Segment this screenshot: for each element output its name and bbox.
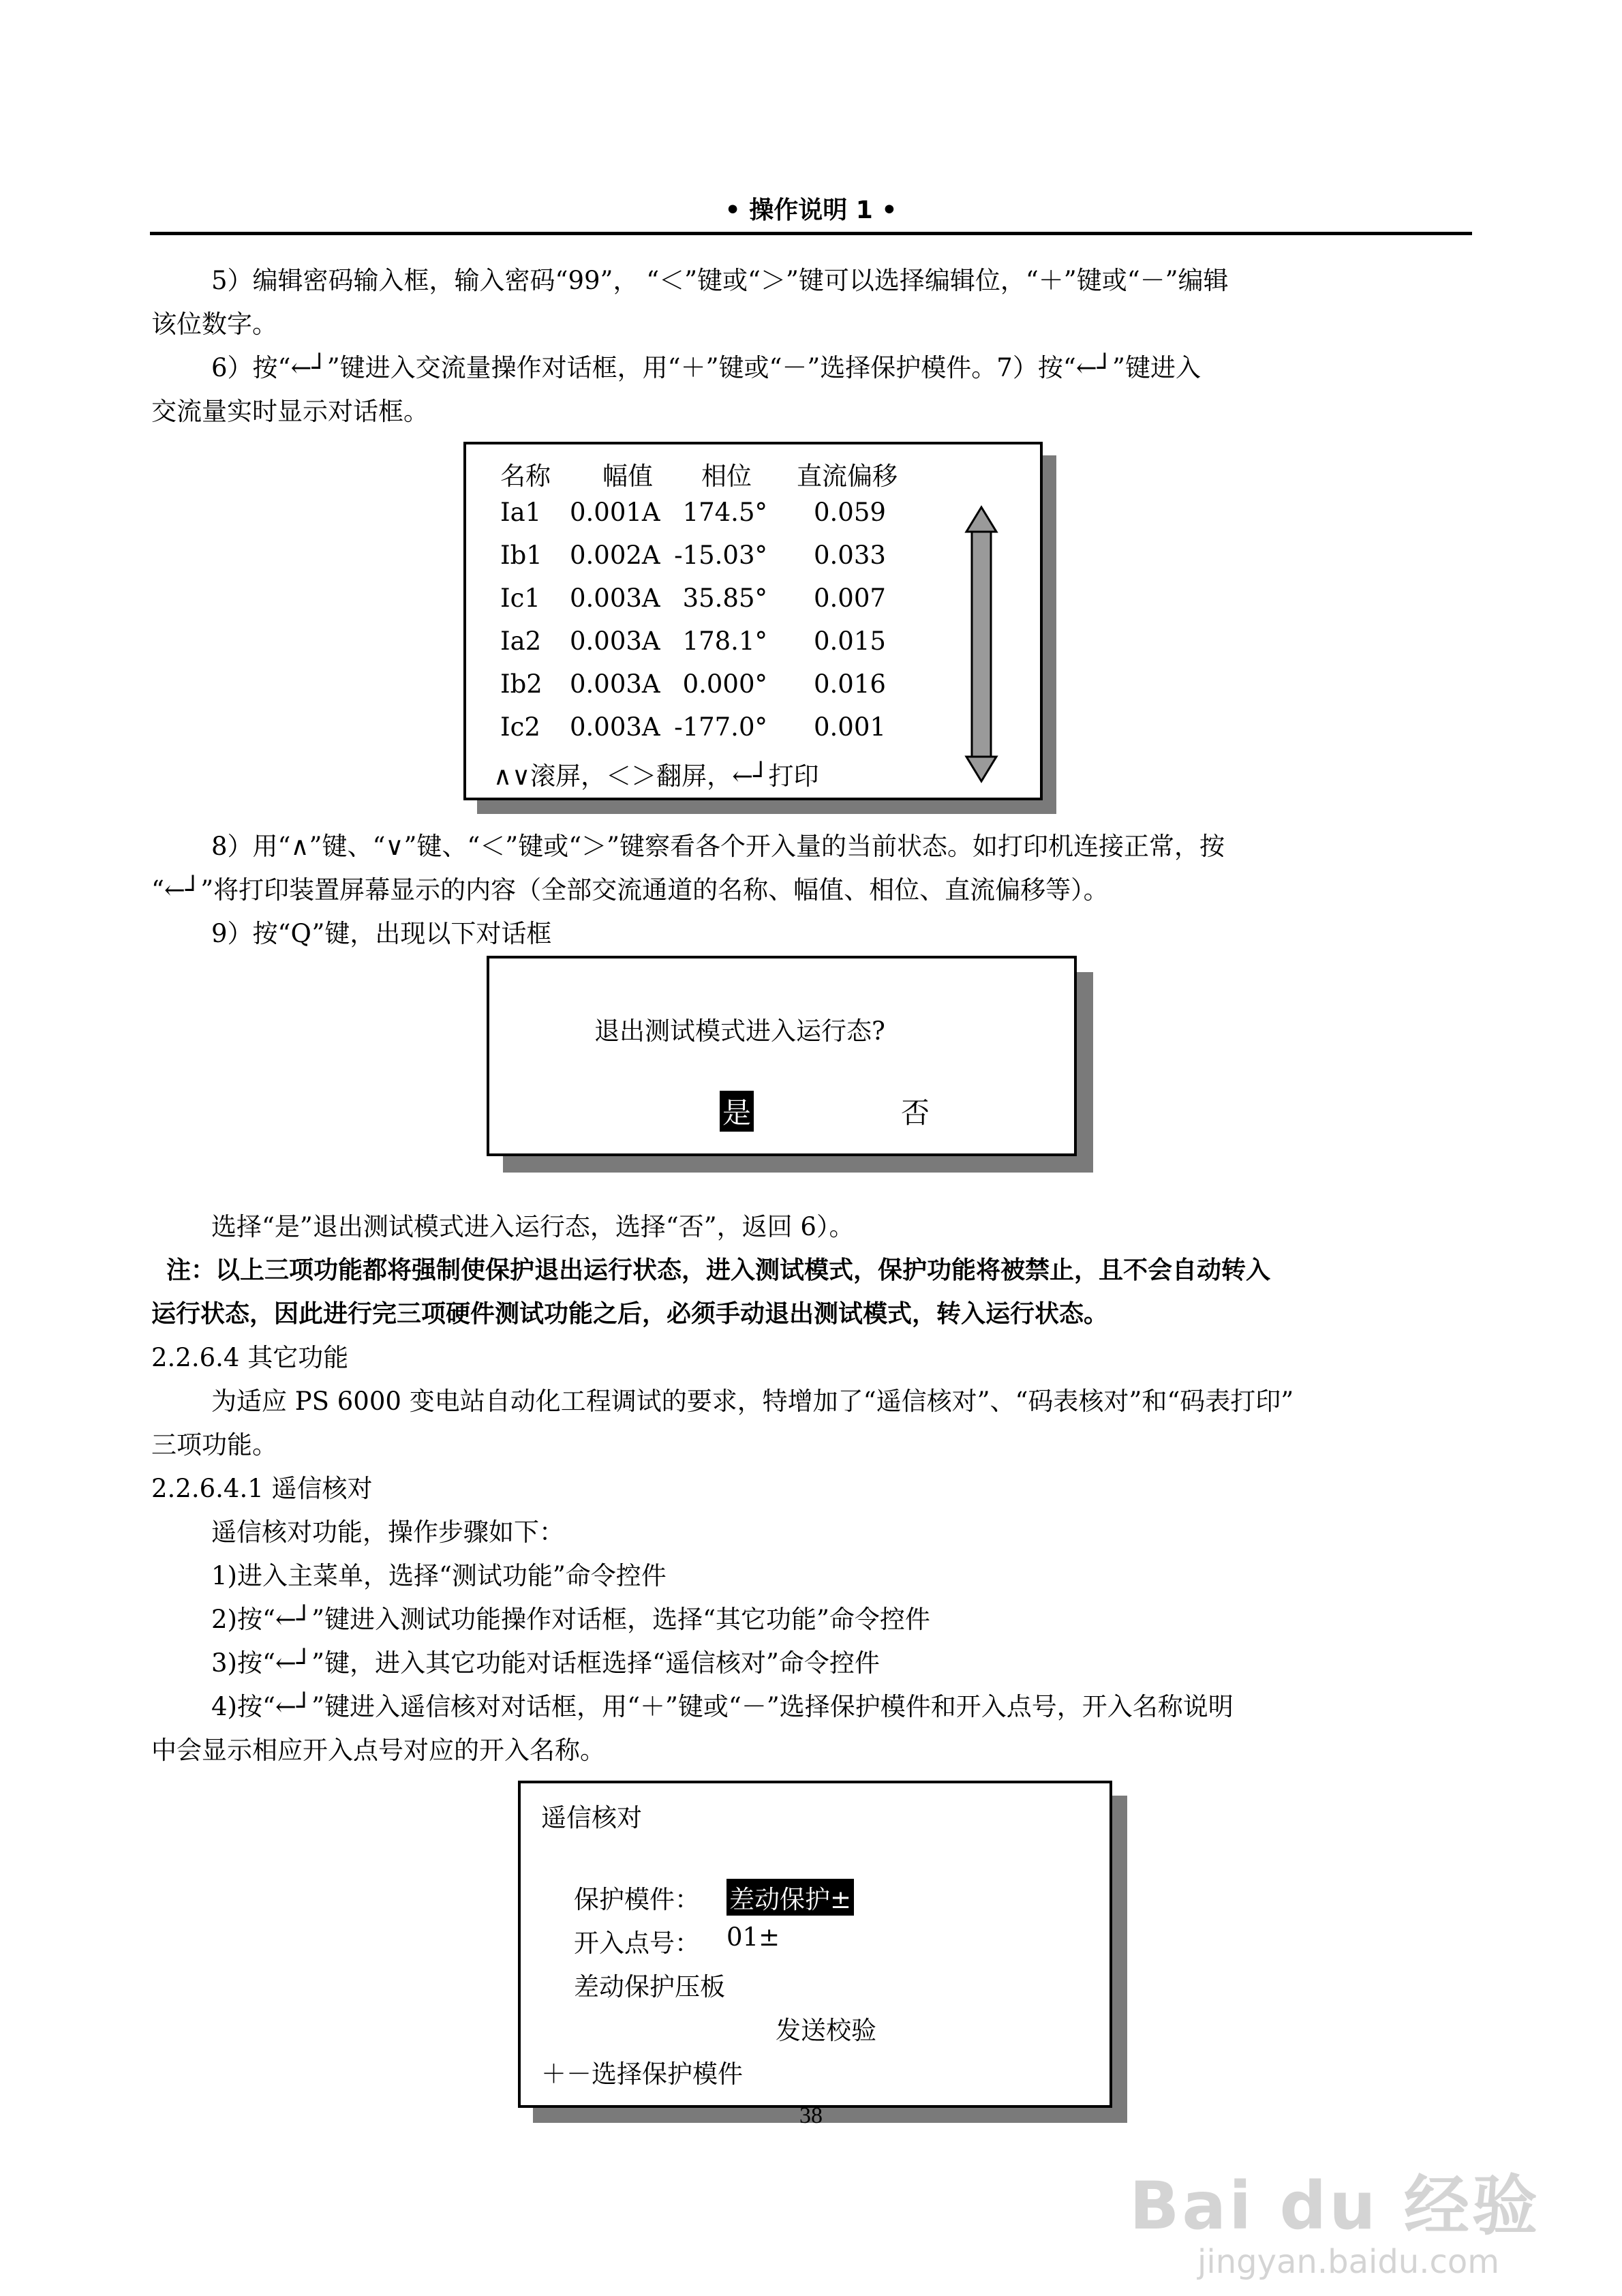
point-label: 开入点号： xyxy=(574,1929,700,1958)
ac-dialog-footer-hint: ∧∨滚屏，＜＞翻屏，←┘打印 xyxy=(493,761,819,791)
para-intro-line1: 为适应 PS 6000 变电站自动化工程调试的要求，特增加了“遥信核对”、“码表核对”和“码表打印” xyxy=(211,1387,1294,1416)
point-selector[interactable]: 01± xyxy=(726,1922,780,1952)
send-verify-button[interactable]: 发送校验 xyxy=(776,2016,876,2045)
row-name: Ia1 xyxy=(500,498,542,527)
row-dc-offset: 0.059 xyxy=(814,498,886,527)
row-phase: 178.1° xyxy=(682,626,767,656)
yx-dialog-title: 遥信核对 xyxy=(541,1803,642,1832)
row-dc-offset: 0.033 xyxy=(814,541,886,570)
row-amplitude: 0.003A xyxy=(570,584,660,613)
row-amplitude: 0.002A xyxy=(570,541,660,570)
col-header-phase: 相位 xyxy=(701,462,752,491)
row-dc-offset: 0.015 xyxy=(814,626,886,656)
row-amplitude: 0.003A xyxy=(570,712,660,742)
scrollbar[interactable] xyxy=(964,504,999,784)
row-dc-offset: 0.001 xyxy=(814,712,886,742)
note-line1: 注：以上三项功能都将强制使保护退出运行状态，进入测试模式，保护功能将被禁止，且不会自动转入 xyxy=(166,1256,1271,1284)
row-dc-offset: 0.007 xyxy=(814,584,886,613)
yes-button[interactable]: 是 xyxy=(720,1091,754,1132)
section-heading-2264: 2.2.6.4 其它功能 xyxy=(151,1343,349,1372)
page-number: 38 xyxy=(799,2103,823,2128)
row-amplitude: 0.001A xyxy=(570,498,660,527)
row-name: Ic1 xyxy=(500,584,540,613)
header-rule xyxy=(150,232,1472,235)
para-select-result: 选择“是”退出测试模式进入运行态，选择“否”，返回 6）。 xyxy=(211,1212,855,1241)
step-3: 3)按“←┘”键，进入其它功能对话框选择“遥信核对”命令控件 xyxy=(211,1648,880,1678)
remote-signal-check-dialog xyxy=(518,1781,1112,2108)
row-phase: 0.000° xyxy=(682,669,767,699)
para-step6-line1: 6）按“←┘”键进入交流量操作对话框，用“＋”键或“－”选择保护模件。7）按“←┘”键进入 xyxy=(211,353,1201,382)
step-1: 1)进入主菜单，选择“测试功能”命令控件 xyxy=(211,1561,667,1590)
para-step5-line1: 5）编辑密码输入框，输入密码“99”， “＜”键或“＞”键可以选择编辑位，“＋”键或“－”编辑 xyxy=(211,266,1229,295)
para-step8-line1: 8）用“∧”键、“∨”键、“＜”键或“＞”键察看各个开入量的当前状态。如打印机连接正常，按 xyxy=(211,832,1225,861)
no-button[interactable]: 否 xyxy=(901,1096,930,1130)
baidu-watermark-logo: Bai du 经验 xyxy=(1129,2168,1540,2244)
exit-test-mode-dialog xyxy=(487,956,1077,1156)
row-name: Ib2 xyxy=(500,669,542,699)
row-phase: 35.85° xyxy=(682,584,767,613)
row-phase: -177.0° xyxy=(674,712,767,742)
row-name: Ia2 xyxy=(500,626,542,656)
para-steps-intro: 遥信核对功能，操作步骤如下： xyxy=(211,1517,564,1547)
row-phase: 174.5° xyxy=(682,498,767,527)
baidu-watermark-url: jingyan.baidu.com xyxy=(1197,2243,1499,2281)
row-name: Ic2 xyxy=(500,712,540,742)
module-label: 保护模件： xyxy=(574,1885,700,1914)
col-header-name: 名称 xyxy=(500,462,551,491)
step-2: 2)按“←┘”键进入测试功能操作对话框，选择“其它功能”命令控件 xyxy=(211,1605,930,1634)
para-step9: 9）按“Q”键，出现以下对话框 xyxy=(211,919,552,948)
section-heading-22641: 2.2.6.4.1 遥信核对 xyxy=(151,1474,373,1503)
yx-dialog-hint: ＋－选择保护模件 xyxy=(541,2059,743,2089)
scroll-up-arrow-icon xyxy=(966,507,996,532)
step-4-line2: 中会显示相应开入点号对应的开入名称。 xyxy=(151,1736,605,1765)
exit-dialog-question: 退出测试模式进入运行态? xyxy=(594,1016,885,1046)
scrollbar-track xyxy=(972,532,991,757)
col-header-amplitude: 幅值 xyxy=(602,462,653,491)
module-selector[interactable]: 差动保护± xyxy=(726,1879,854,1916)
row-dc-offset: 0.016 xyxy=(814,669,886,699)
scroll-down-arrow-icon xyxy=(966,757,996,781)
para-step6-line2: 交流量实时显示对话框。 xyxy=(151,397,429,426)
row-amplitude: 0.003A xyxy=(570,669,660,699)
note-line2: 运行状态，因此进行完三项硬件测试功能之后，必须手动退出测试模式，转入运行状态。 xyxy=(151,1300,1109,1328)
ac-realtime-dialog xyxy=(463,442,1043,800)
step-4-line1: 4)按“←┘”键进入遥信核对对话框，用“＋”键或“－”选择保护模件和开入点号，开入名称说明 xyxy=(211,1692,1234,1721)
col-header-dc-offset: 直流偏移 xyxy=(797,462,898,491)
para-intro-line2: 三项功能。 xyxy=(151,1430,277,1460)
row-amplitude: 0.003A xyxy=(570,626,660,656)
row-name: Ib1 xyxy=(500,541,542,570)
row-phase: -15.03° xyxy=(674,541,767,570)
page-header-title: • 操作说明 1 • xyxy=(724,196,898,224)
para-step5-line2: 该位数字。 xyxy=(151,309,277,339)
input-name-description: 差动保护压板 xyxy=(574,1972,725,2002)
para-step8-line2: “←┘”将打印装置屏幕显示的内容（全部交流通道的名称、幅值、相位、直流偏移等）。 xyxy=(151,875,1109,905)
